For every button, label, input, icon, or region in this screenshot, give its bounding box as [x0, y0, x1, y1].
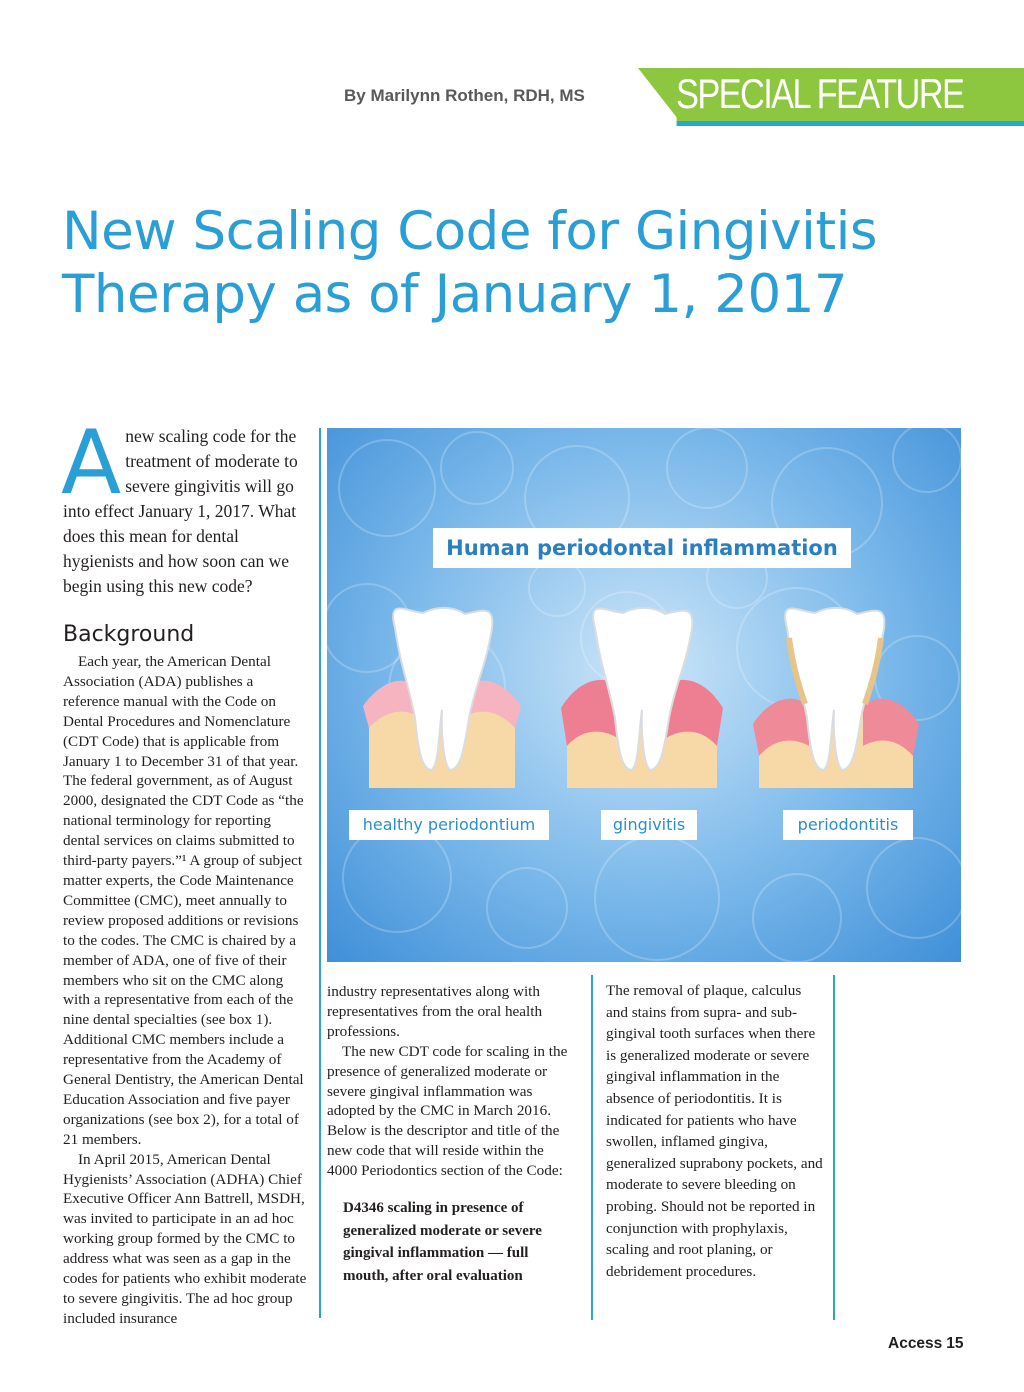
- column-divider: [319, 428, 321, 1318]
- lead-text: new scaling code for the treatment of moderate to severe gingivitis will go into effect January 1, 2017. What does this mean for dental hygienists and how soon can we begin using this new code?: [63, 426, 298, 596]
- figure-label-periodontitis: periodontitis: [783, 810, 913, 840]
- article-title-line2: Therapy as of January 1, 2017: [62, 264, 848, 325]
- figure-title: Human periodontal inflammation: [433, 528, 851, 568]
- column-3: [606, 980, 826, 1282]
- column-1: [63, 652, 308, 1329]
- byline: By Marilynn Rothen, RDH, MS: [344, 86, 585, 105]
- page-number: 15: [946, 1335, 964, 1352]
- page-footer: [888, 1335, 964, 1353]
- column-divider: [833, 975, 835, 1320]
- body-paragraph: industry representatives along with representatives from the oral health professions.: [327, 983, 543, 1040]
- section-label: SPECIAL FEATURE: [676, 70, 964, 117]
- lead-paragraph: [61, 411, 313, 599]
- code-descriptor: D4346 scaling in presence of generalized moderate or severe gingival inflammation — full mouth, after oral evaluation: [343, 1200, 542, 1284]
- healthy-tooth: [363, 608, 521, 788]
- teeth-diagram: [327, 428, 961, 962]
- article-title-line1: New Scaling Code for Gingivitis: [62, 201, 877, 262]
- drop-cap: A: [61, 411, 122, 514]
- article-title: [62, 200, 1002, 326]
- figure-label-healthy: healthy periodontium: [349, 810, 549, 840]
- figure-label-gingivitis: gingivitis: [601, 810, 697, 840]
- body-paragraph: In April 2015, American Dental Hygienists’ Association (ADHA) Chief Executive Officer Ann Battrell, MSDH, was invited to participate in an ad hoc working group formed by the CMC to address what was seen as a gap in the codes for patients who exhibit moderate to severe gingivitis. The ad hoc group included insurance: [63, 1150, 307, 1327]
- body-paragraph: Each year, the American Dental Association (ADA) publishes a reference manual with the Code on Dental Procedures and Nomenclature (CDT Code) that is applicable from January 1 to December 31 of that year. The federal government, as of August 2000, designated the CDT Code as “the national terminology for reporting dental services on claims submitted to third-party payers.”¹ A group of subject matter experts, the Code Maintenance Committee (CMC), meet annually to review proposed additions or revisions to the codes. The CMC is chaired by a member of ADA, one of five of their members who sit on the CMC along with a representative from each of the nine dental specialties (see box 1). Additional CMC members include a representative from the Academy of General Dentistry, the American Dental Education Association and five payer organizations (see box 2), for a total of 21 members.: [63, 653, 304, 1148]
- column-divider: [591, 975, 593, 1320]
- periodontal-illustration: [327, 428, 961, 962]
- code-description: The removal of plaque, calculus and stains from supra- and sub-gingival tooth surfaces when there is generalized moderate or severe gingival inflammation in the absence of periodontitis. It is indicated for patients who have swollen, inflamed gingiva, generalized suprabony pockets, and moderate to severe bleeding on probing. Should not be reported in conjunction with prophylaxis, scaling and root planing, or debridement procedures.: [606, 982, 823, 1280]
- section-heading: Background: [63, 622, 195, 647]
- body-paragraph: The new CDT code for scaling in the presence of generalized moderate or severe gingival inflammation was adopted by the CMC in March 2016. Below is the descriptor and title of the new code that will reside within the 4000 Periodontics section of the Code:: [327, 1042, 568, 1180]
- publication-name: Access: [888, 1335, 943, 1352]
- gingivitis-tooth: [561, 608, 723, 788]
- periodontitis-tooth: [753, 608, 919, 788]
- column-2: [327, 982, 577, 1287]
